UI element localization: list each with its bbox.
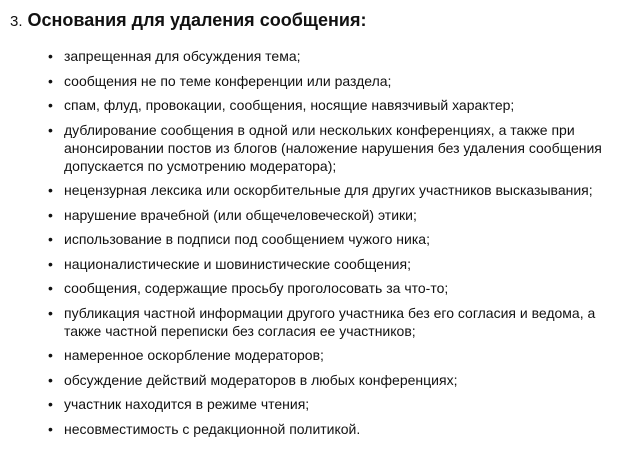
list-item-text: дублирование сообщения в одной или нескольких конференциях, а также при анонсировании постов из блогов (наложение нарушения без удаления сообщения допускается по усмотрению модератора); bbox=[64, 121, 602, 174]
bullet-icon: • bbox=[48, 396, 53, 412]
bullet-icon: • bbox=[48, 48, 53, 64]
bullet-icon: • bbox=[48, 420, 53, 437]
list-item-text: запрещенная для обсуждения тема; bbox=[64, 48, 301, 64]
list-item-text: несовместимость с редакционной политикой. bbox=[64, 420, 361, 437]
list-item bbox=[48, 346, 640, 364]
bullet-icon: • bbox=[48, 72, 53, 89]
bullet-icon: • bbox=[48, 371, 53, 388]
bullet-icon: • bbox=[48, 231, 53, 247]
bullet-icon: • bbox=[48, 206, 53, 223]
list-item-text: использование в подписи под сообщением чужого ника; bbox=[64, 231, 430, 247]
list-item bbox=[48, 420, 640, 438]
list-item bbox=[48, 181, 640, 199]
section-title: Основания для удаления сообщения: bbox=[27, 10, 367, 30]
section-number: 3. bbox=[10, 13, 23, 30]
list-item bbox=[48, 279, 640, 297]
list-item-text: участник находится в режиме чтения; bbox=[64, 396, 310, 412]
section-heading bbox=[10, 9, 640, 33]
list-item-text: обсуждение действий модераторов в любых конференциях; bbox=[64, 371, 458, 388]
list-item bbox=[48, 304, 640, 340]
list-item-text: нецензурная лексика или оскорбительные для других участников высказывания; bbox=[64, 182, 593, 198]
bullet-icon: • bbox=[48, 304, 53, 321]
bullet-icon: • bbox=[48, 347, 53, 363]
list-item bbox=[48, 96, 640, 114]
bullet-icon: • bbox=[48, 121, 53, 138]
list-item bbox=[48, 395, 640, 413]
bullet-icon: • bbox=[48, 255, 53, 272]
list-item bbox=[48, 121, 640, 175]
bullet-icon: • bbox=[48, 97, 53, 113]
list-item-text: спам, флуд, провокации, сообщения, носящие навязчивый характер; bbox=[64, 97, 515, 113]
bullet-icon: • bbox=[48, 182, 53, 198]
list-item bbox=[48, 47, 640, 65]
list-item bbox=[48, 230, 640, 248]
list-item bbox=[48, 255, 640, 273]
list-item-text: нарушение врачебной (или общечеловеческой) этики; bbox=[64, 206, 417, 223]
list-item bbox=[48, 371, 640, 389]
list-item bbox=[48, 72, 640, 90]
bullet-icon: • bbox=[48, 280, 53, 296]
reasons-list bbox=[10, 47, 640, 438]
list-item-text: публикация частной информации другого участника без его согласия и ведома, а также частной переписки без согласия ее участников; bbox=[64, 304, 596, 339]
list-item-text: сообщения не по теме конференции или раздела; bbox=[64, 72, 392, 89]
list-item-text: намеренное оскорбление модераторов; bbox=[64, 347, 324, 363]
list-item-text: сообщения, содержащие просьбу проголосовать за что-то; bbox=[64, 280, 449, 296]
list-item bbox=[48, 206, 640, 224]
list-item-text: националистические и шовинистические сообщения; bbox=[64, 255, 411, 272]
